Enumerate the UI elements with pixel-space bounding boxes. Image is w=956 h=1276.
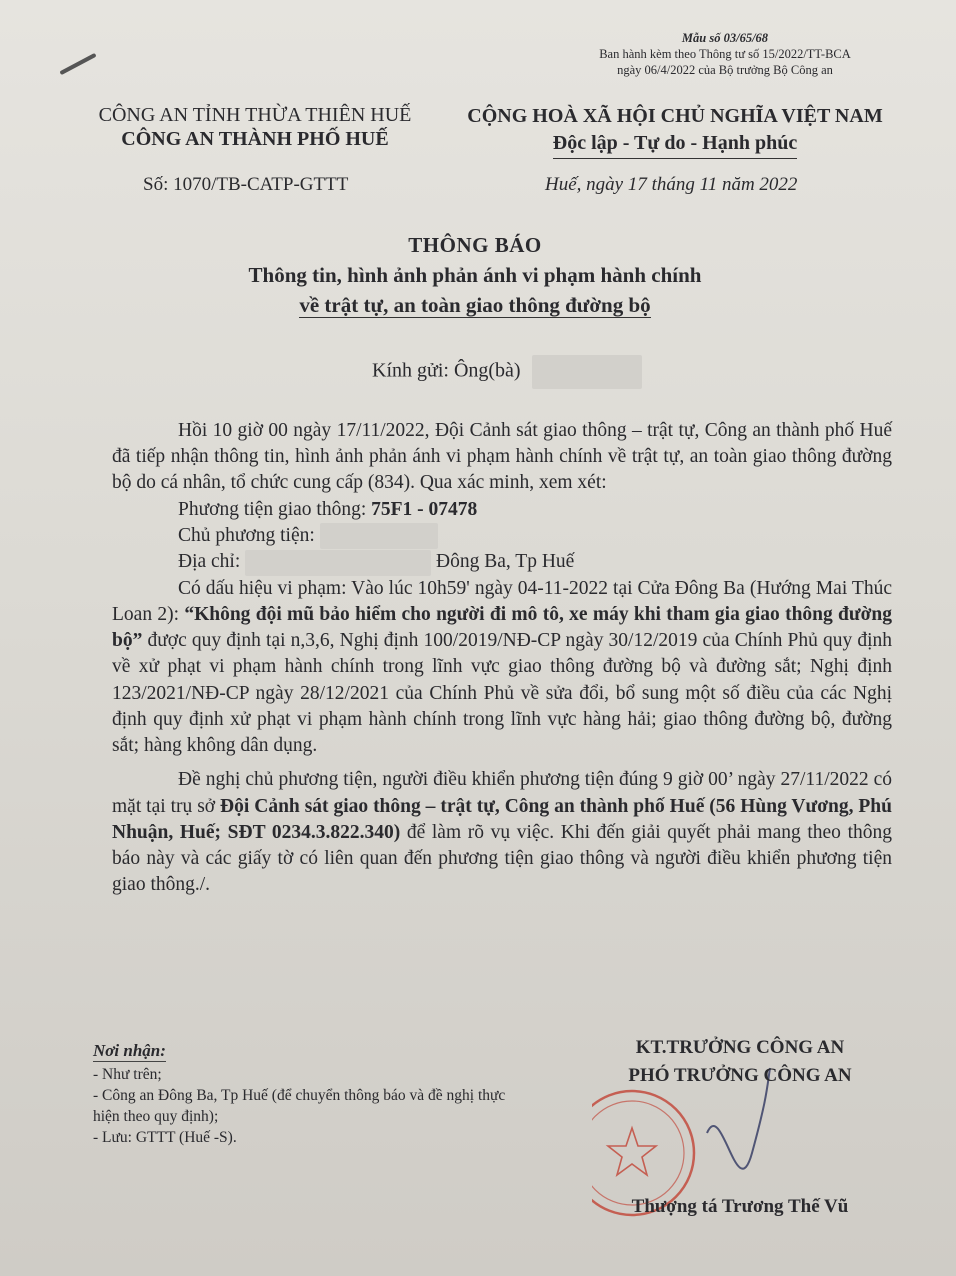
greeting	[372, 355, 642, 389]
document-number: Số: 1070/TB-CATP-GTTT	[143, 174, 349, 195]
address-value: Đông Ba, Tp Huế	[436, 551, 575, 573]
body-intro: Hồi 10 giờ 00 ngày 17/11/2022, Đội Cảnh sát giao thông – trật tự, Công an thành phố Huế đã tiếp nhận thông tin, hình ảnh phản ánh vi phạm hành chính về trật tự, an toàn giao thông đường bộ do cá nhân, tổ chức cung cấp (834). Qua xác minh, xem xét:	[112, 420, 892, 494]
form-number: Mẫu số 03/65/68	[681, 31, 769, 45]
signer-block	[580, 1034, 900, 1090]
form-issued-line2: ngày 06/4/2022 của Bộ trưởng Bộ Công an	[617, 63, 833, 77]
owner-label: Chủ phương tiện:	[178, 524, 315, 546]
form-issued-line1: Ban hành kèm theo Thông tư số 15/2022/TT-BCA	[599, 47, 851, 61]
vehicle-line	[178, 497, 892, 523]
redacted-owner	[320, 523, 438, 549]
redacted-address	[245, 550, 431, 576]
request-location: Đội Cảnh sát giao thông – trật tự, Công an thành phố Huế (56 Hùng Vương, Phú Nhuận, Huế; SĐT 0234.3.822.340)	[112, 795, 893, 843]
place-date: Huế, ngày 17 tháng 11 năm 2022	[545, 174, 798, 195]
address-line	[178, 549, 892, 576]
title-sub1: Thông tin, hình ảnh phản ánh vi phạm hành chính	[248, 263, 702, 287]
document-title	[150, 230, 800, 320]
agency-line2: CÔNG AN THÀNH PHỐ HUẾ	[121, 128, 389, 150]
owner-line	[178, 523, 892, 550]
request-rest: để làm rõ vụ việc. Khi đến giải quyết phải mang theo thông báo này và các giấy tờ có liên quan đến phương tiện giao thông và người điều khiển phương tiện giao thông./.	[112, 821, 892, 896]
nation-motto: Độc lập - Tự do - Hạnh phúc	[553, 130, 797, 159]
recipients-header: Nơi nhận:	[93, 1041, 166, 1060]
address-label: Địa chỉ:	[178, 551, 241, 573]
national-header	[440, 103, 910, 159]
violation-paragraph	[112, 576, 892, 759]
title-main: THÔNG BÁO	[408, 233, 542, 257]
title-sub2: về trật tự, an toàn giao thông đường bộ	[299, 293, 651, 317]
agency-line1: CÔNG AN TỈNH THỪA THIÊN HUẾ	[98, 104, 412, 126]
pen-mark	[59, 53, 96, 75]
violation-description: “Không đội mũ bảo hiểm cho người đi mô tô, xe máy khi tham gia giao thông đường bộ”	[112, 604, 892, 652]
signer-name: Thượng tá Trương Thế Vũ	[631, 1196, 849, 1217]
recipient-item: - Lưu: GTTT (Huế -S).	[93, 1129, 237, 1146]
form-reference	[575, 30, 875, 78]
vehicle-plate: 75F1 - 07478	[371, 498, 478, 520]
redacted-name	[532, 355, 642, 389]
request-intro: Đề nghị chủ phương tiện, người điều khiển phương tiện đúng 9 giờ 00’ ngày 27/11/2022 có mặt tại trụ sở	[112, 769, 892, 817]
recipient-item: - Công an Đông Ba, Tp Huế (để chuyển thông báo và đề nghị thực hiện theo quy định);	[93, 1087, 506, 1125]
request-paragraph	[112, 767, 892, 898]
recipients-block	[93, 1040, 523, 1148]
signer-line2: PHÓ TRƯỞNG CÔNG AN	[628, 1065, 852, 1086]
vehicle-label: Phương tiện giao thông:	[178, 498, 367, 520]
notice-body	[112, 418, 892, 898]
violation-intro: Có dấu hiệu vi phạm: Vào lúc 10h59' ngày 04-11-2022 tại Cửa Đông Ba (Hướng Mai Thúc Loan 2):	[112, 577, 892, 626]
issuing-agency	[70, 103, 440, 151]
violation-legal-basis: được quy định tại n,3,6, Nghị định 100/2019/NĐ-CP ngày 30/12/2019 của Chính Phủ quy định về xử phạt vi phạm hành chính trong lĩnh vực giao thông đường bộ và đường sắt; Nghị định 123/2021/NĐ-CP ngày 28/12/2021 của Chính Phủ về sửa đổi, bổ sung một số điều của các Nghị định quy định xử phạt vi phạm hành chính trong lĩnh vực hàng hải; giao thông đường bộ, đường sắt; hàng không dân dụng.	[112, 630, 892, 757]
greeting-text: Kính gửi: Ông(bà)	[372, 359, 521, 382]
nation-name: CỘNG HOÀ XÃ HỘI CHỦ NGHĨA VIỆT NAM	[467, 105, 883, 127]
signer-line1: KT.TRƯỞNG CÔNG AN	[635, 1037, 845, 1058]
recipient-item: - Như trên;	[93, 1066, 162, 1083]
